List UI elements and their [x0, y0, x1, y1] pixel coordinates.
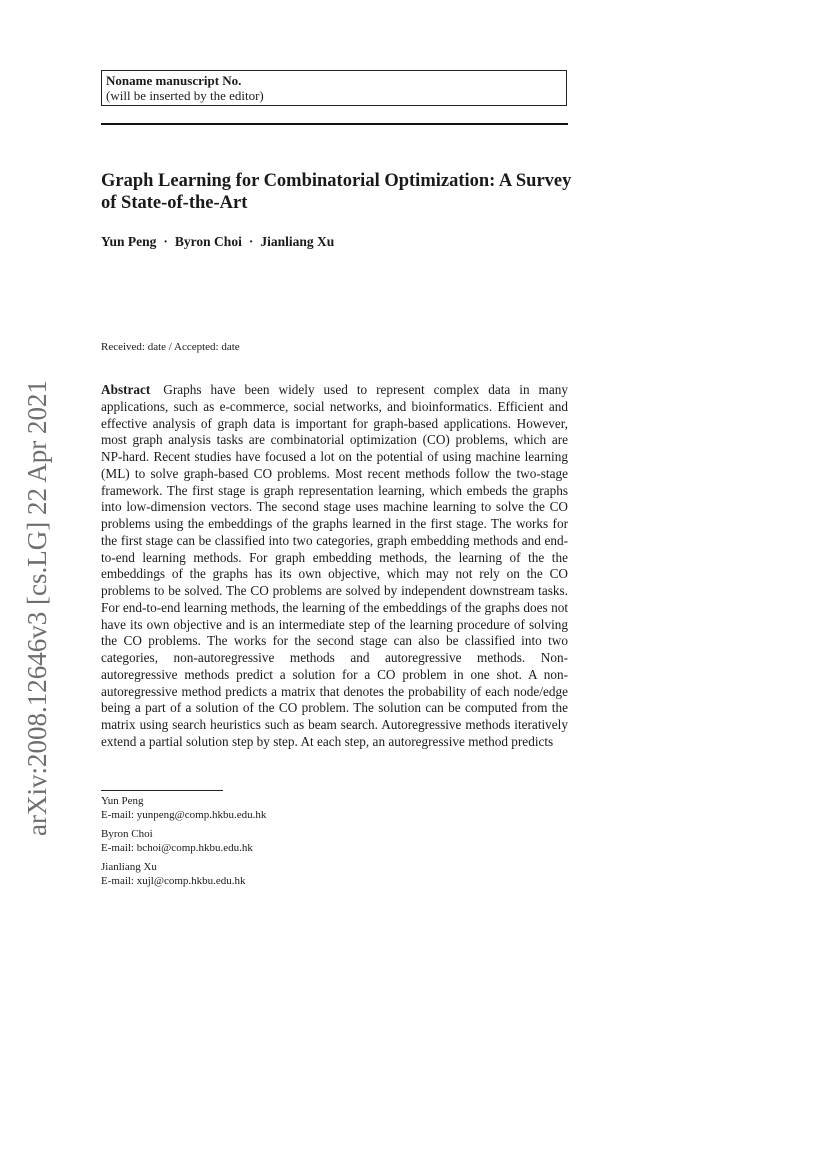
manuscript-info-box [101, 70, 567, 106]
arxiv-identifier-stamp: arXiv:2008.12646v3 [cs.LG] 22 Apr 2021 [22, 380, 52, 836]
footnote-rule [101, 790, 223, 791]
abstract-label: Abstract [101, 382, 151, 397]
author-name: Byron Choi [174, 234, 242, 249]
author-footnotes [101, 795, 266, 894]
footnote-author-email: E-mail: xujl@comp.hkbu.edu.hk [101, 874, 246, 887]
footnote-author-name: Yun Peng [101, 795, 144, 807]
footnote-author-email: E-mail: bchoi@comp.hkbu.edu.hk [101, 841, 253, 854]
paper-title: Graph Learning for Combinatorial Optimization: A Survey of State-of-the-Art [101, 171, 572, 213]
footnote-author-name: Byron Choi [101, 828, 153, 840]
footnote-author [101, 828, 266, 855]
abstract-text: Graphs have been widely used to represent complex data in many applications, such as e-commerce, social networks, and bioinformatics. Efficient and effective analysis of graph data is important for graph-based applications. However, most graph analysis tasks are combinatorial optimization (CO) problems, which are NP-hard. Recent studies have focused a lot on the potential of using machine learning (ML) to solve graph-based CO problems. Most recent methods follow the two-stage framework. The first stage is graph representation learning, which embeds the graphs into low-dimension vectors. The second stage uses machine learning to solve the CO problems using the embeddings of the graphs learned in the first stage. The works for the first stage can be classified into two categories, graph embedding methods and end-to-end learning methods. For graph embedding methods, the learning of the the embeddings of the graphs has its own objective, which may not rely on the CO problems to be solved. The CO problems are solved by independent downstream tasks. For end-to-end learning methods, the learning of the embeddings of the graphs does not have its own objective and is an intermediate step of the learning procedure of solving the CO problems. The works for the second stage can also be classified into two categories, non-autoregressive methods and autoregressive methods. Non-autoregressive methods predict a solution for a CO problem in one shot. A non-autoregressive method predicts a matrix that denotes the probability of each node/edge being a part of a solution of the CO problem. The solution can be computed from the matrix using search heuristics such as beam search. Autoregressive methods iteratively extend a partial solution step by step. At each step, an autoregressive method predicts [101, 382, 568, 749]
editor-note: (will be inserted by the editor) [106, 88, 264, 103]
footnote-author-name: Jianliang Xu [101, 861, 157, 873]
header-rule [101, 123, 568, 125]
abstract [101, 382, 568, 751]
footnote-author [101, 795, 266, 822]
author-name: Yun Peng [101, 234, 157, 249]
author-name: Jianliang Xu [260, 234, 335, 249]
footnote-author [101, 861, 266, 888]
footnote-author-email: E-mail: yunpeng@comp.hkbu.edu.hk [101, 808, 267, 821]
author-separator: · [163, 234, 168, 249]
author-separator: · [248, 234, 254, 249]
author-list [101, 234, 334, 250]
manuscript-number-label: Noname manuscript No. [106, 73, 242, 88]
received-accepted-dates: Received: date / Accepted: date [101, 341, 240, 353]
